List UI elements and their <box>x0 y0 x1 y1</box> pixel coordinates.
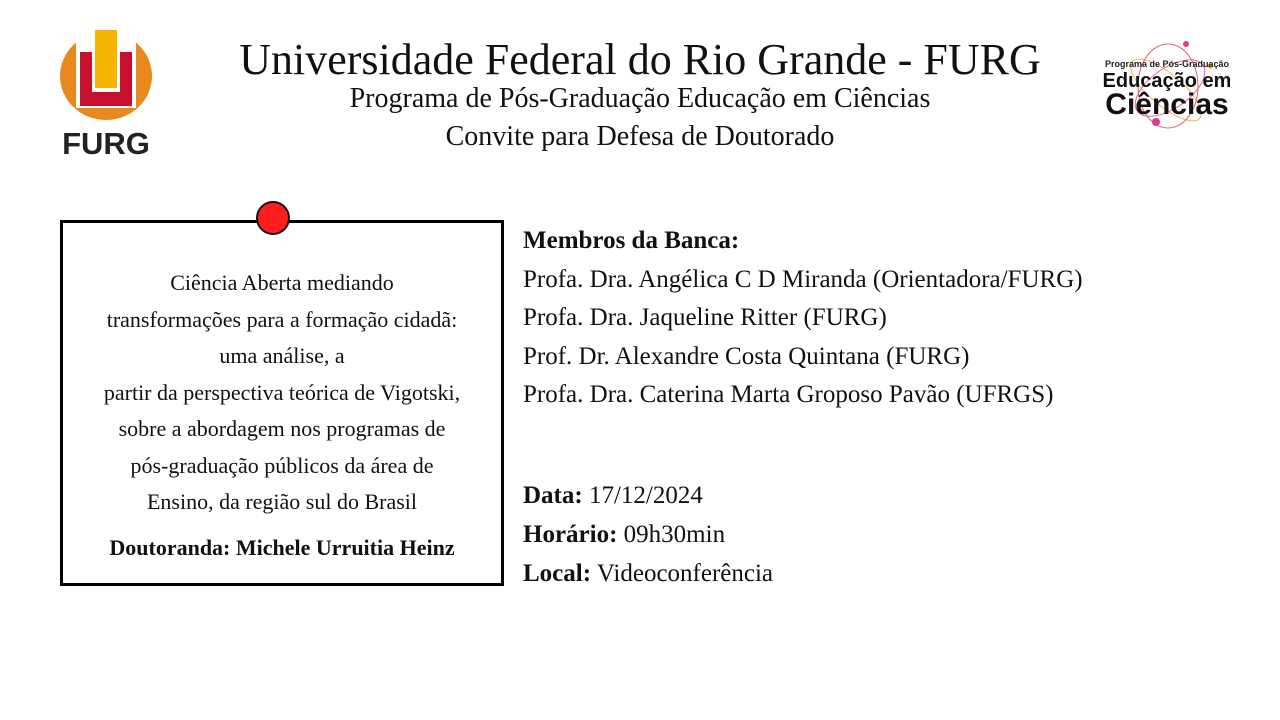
committee-member: Profa. Dra. Angélica C D Miranda (Orientadora/FURG) <box>523 265 1083 293</box>
thesis-title-line: transformações para a formação cidadã: <box>106 306 458 332</box>
pin-icon <box>256 201 290 235</box>
thesis-title <box>69 265 495 521</box>
thesis-title-line: sobre a abordagem nos programas de <box>118 416 446 441</box>
furg-logo-text: FURG <box>62 126 150 160</box>
committee-section <box>523 222 1083 415</box>
doctoral-name: Michele Urruitia Heinz <box>235 535 455 560</box>
date-label: Data: <box>523 482 583 509</box>
date-row <box>523 476 773 515</box>
university-title: Universidade Federal do Rio Grande - FURG <box>239 35 1041 84</box>
program-logo-small-text: Programa de Pós-Graduação <box>1104 59 1230 69</box>
thesis-title-line: uma análise, a <box>219 343 345 368</box>
date-value: 17/12/2024 <box>588 482 703 509</box>
committee-heading: Membros da Banca: <box>523 227 740 254</box>
thesis-title-line: partir da perspectiva teórica de Vigotski, <box>103 379 461 405</box>
event-info <box>523 476 773 593</box>
thesis-title-line: Ciência Aberta mediando <box>170 270 394 295</box>
doctoral-candidate <box>63 533 501 563</box>
invitation-title: Convite para Defesa de Doutorado <box>445 121 835 152</box>
doctoral-label: Doutoranda: <box>109 535 231 560</box>
committee-member: Profa. Dra. Jaqueline Ritter (FURG) <box>523 304 887 331</box>
program-logo-line2: Ciências <box>1105 88 1229 121</box>
program-title: Programa de Pós-Graduação Educação em Ciências <box>349 83 931 114</box>
program-logo-line1: Educação em <box>1102 70 1230 92</box>
place-row <box>523 554 773 593</box>
time-value: 09h30min <box>623 521 726 548</box>
committee-member: Prof. Dr. Alexandre Costa Quintana (FURG) <box>523 342 970 370</box>
time-label: Horário: <box>523 521 618 548</box>
place-label: Local: <box>523 560 592 587</box>
place-value: Videoconferência <box>596 560 774 587</box>
thesis-title-line: pós-graduação públicos da área de <box>130 452 434 478</box>
time-row <box>523 515 773 554</box>
thesis-card <box>60 220 504 586</box>
thesis-title-line: Ensino, da região sul do Brasil <box>146 489 418 514</box>
committee-member: Profa. Dra. Caterina Marta Groposo Pavão (UFRGS) <box>523 381 1054 408</box>
